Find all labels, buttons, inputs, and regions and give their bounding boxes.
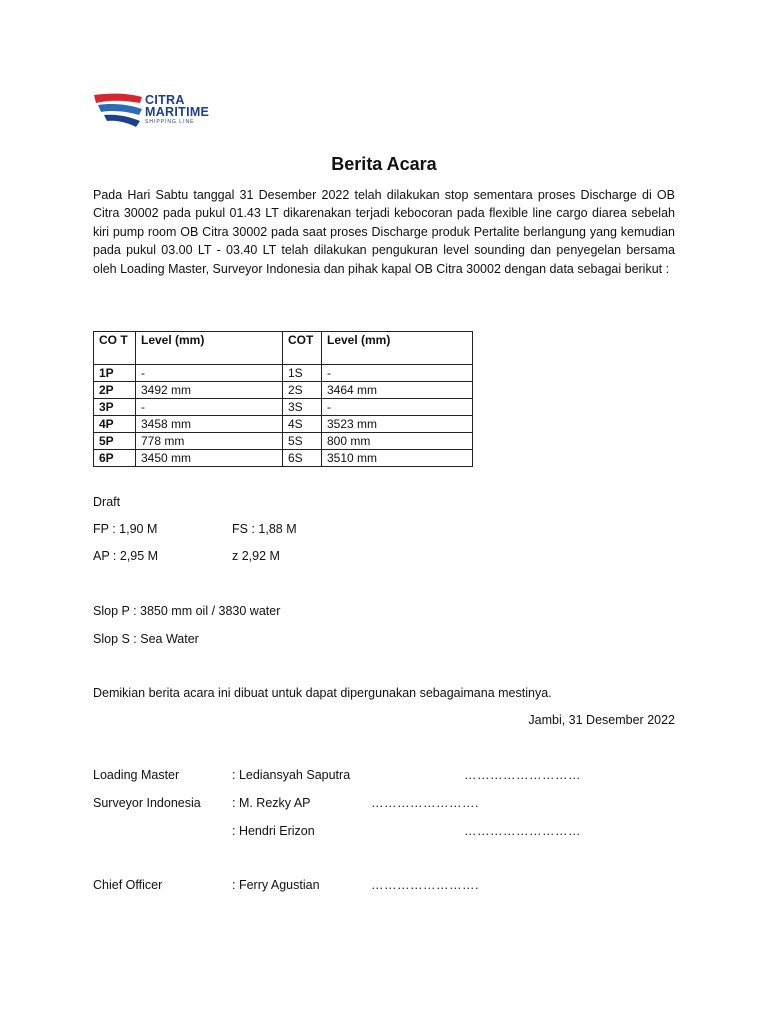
cell: 3510 mm (322, 450, 473, 467)
cell: - (136, 399, 283, 416)
header-level-right: Level (mm) (322, 332, 473, 365)
cell: 6P (94, 450, 136, 467)
cell: 3S (283, 399, 322, 416)
cell: 6S (283, 450, 322, 467)
cell: 3464 mm (322, 382, 473, 399)
signature-role-loading-master: Loading Master (93, 768, 180, 782)
header-cot-right: COT (283, 332, 322, 365)
table-row (94, 365, 473, 382)
cell: 778 mm (136, 433, 283, 450)
cell: - (322, 365, 473, 382)
cell: 3523 mm (322, 416, 473, 433)
table-row (94, 416, 473, 433)
signature-role-surveyor: Surveyor Indonesia (93, 796, 201, 810)
cell: 800 mm (322, 433, 473, 450)
cell: 1P (94, 365, 136, 382)
logo-line-2: MARITIME (145, 105, 210, 119)
cell: 3450 mm (136, 450, 283, 467)
signature-name-chief-officer: : Ferry Agustian (232, 878, 320, 892)
header-level-left: Level (mm) (136, 332, 283, 365)
cell: 5P (94, 433, 136, 450)
signature-line: ……………………. (371, 878, 479, 892)
company-logo (92, 88, 222, 132)
draft-as: z 2,92 M (232, 549, 280, 563)
slop-s: Slop S : Sea Water (93, 632, 199, 646)
document-title: Berita Acara (331, 154, 437, 174)
header-cot-left: CO T (94, 332, 136, 365)
table-row (94, 399, 473, 416)
cell: 3492 mm (136, 382, 283, 399)
cell: 4S (283, 416, 322, 433)
cell: 3P (94, 399, 136, 416)
cell: 1S (283, 365, 322, 382)
table-row (94, 450, 473, 467)
signature-name-surveyor-2: : Hendri Erizon (232, 824, 315, 838)
cell: 5S (283, 433, 322, 450)
draft-fs: FS : 1,88 M (232, 522, 297, 536)
cell: 2S (283, 382, 322, 399)
signature-line: ……………………… (464, 768, 581, 782)
signature-name-surveyor-1: : M. Rezky AP (232, 796, 311, 810)
logo-swoosh-icon (92, 91, 144, 131)
cot-level-table (93, 331, 473, 467)
signature-line: ……………………… (464, 824, 581, 838)
logo-line-3: SHIPPING LINE (145, 119, 195, 125)
signature-line: ……………………. (371, 796, 479, 810)
draft-fp: FP : 1,90 M (93, 522, 158, 536)
signature-name-loading-master: : Lediansyah Saputra (232, 768, 351, 782)
signature-role-chief-officer: Chief Officer (93, 878, 163, 892)
table-row (94, 382, 473, 399)
logo-line-1: CITRA (145, 93, 185, 107)
slop-p: Slop P : 3850 mm oil / 3830 water (93, 604, 281, 618)
draft-ap: AP : 2,95 M (93, 549, 159, 563)
table-header-row (94, 332, 473, 365)
intro-paragraph: Pada Hari Sabtu tanggal 31 Desember 2022 telah dilakukan stop sementara proses Discharge di OB Citra 30002 pada pukul 01.43 LT dikarenakan terjadi kebocoran pada flexible line cargo diarea sebelah kiri pump room OB Citra 30002 pada saat proses Discharge produk Pertalite berlangung yang kemudian pada pukul 03.00 LT - 03.40 LT telah dilakukan pengukuran level sounding dan penyegelan bersama oleh Loading Master, Surveyor Indonesia dan pihak kapal OB Citra 30002 dengan data sebagai berikut : (93, 188, 675, 276)
closing-statement: Demikian berita acara ini dibuat untuk dapat dipergunakan sebagaimana mestinya. (93, 686, 552, 700)
cell: 4P (94, 416, 136, 433)
cell: 2P (94, 382, 136, 399)
draft-label: Draft (93, 495, 121, 509)
table-row (94, 433, 473, 450)
cell: - (322, 399, 473, 416)
place-date: Jambi, 31 Desember 2022 (528, 713, 675, 727)
cell: 3458 mm (136, 416, 283, 433)
cell: - (136, 365, 283, 382)
